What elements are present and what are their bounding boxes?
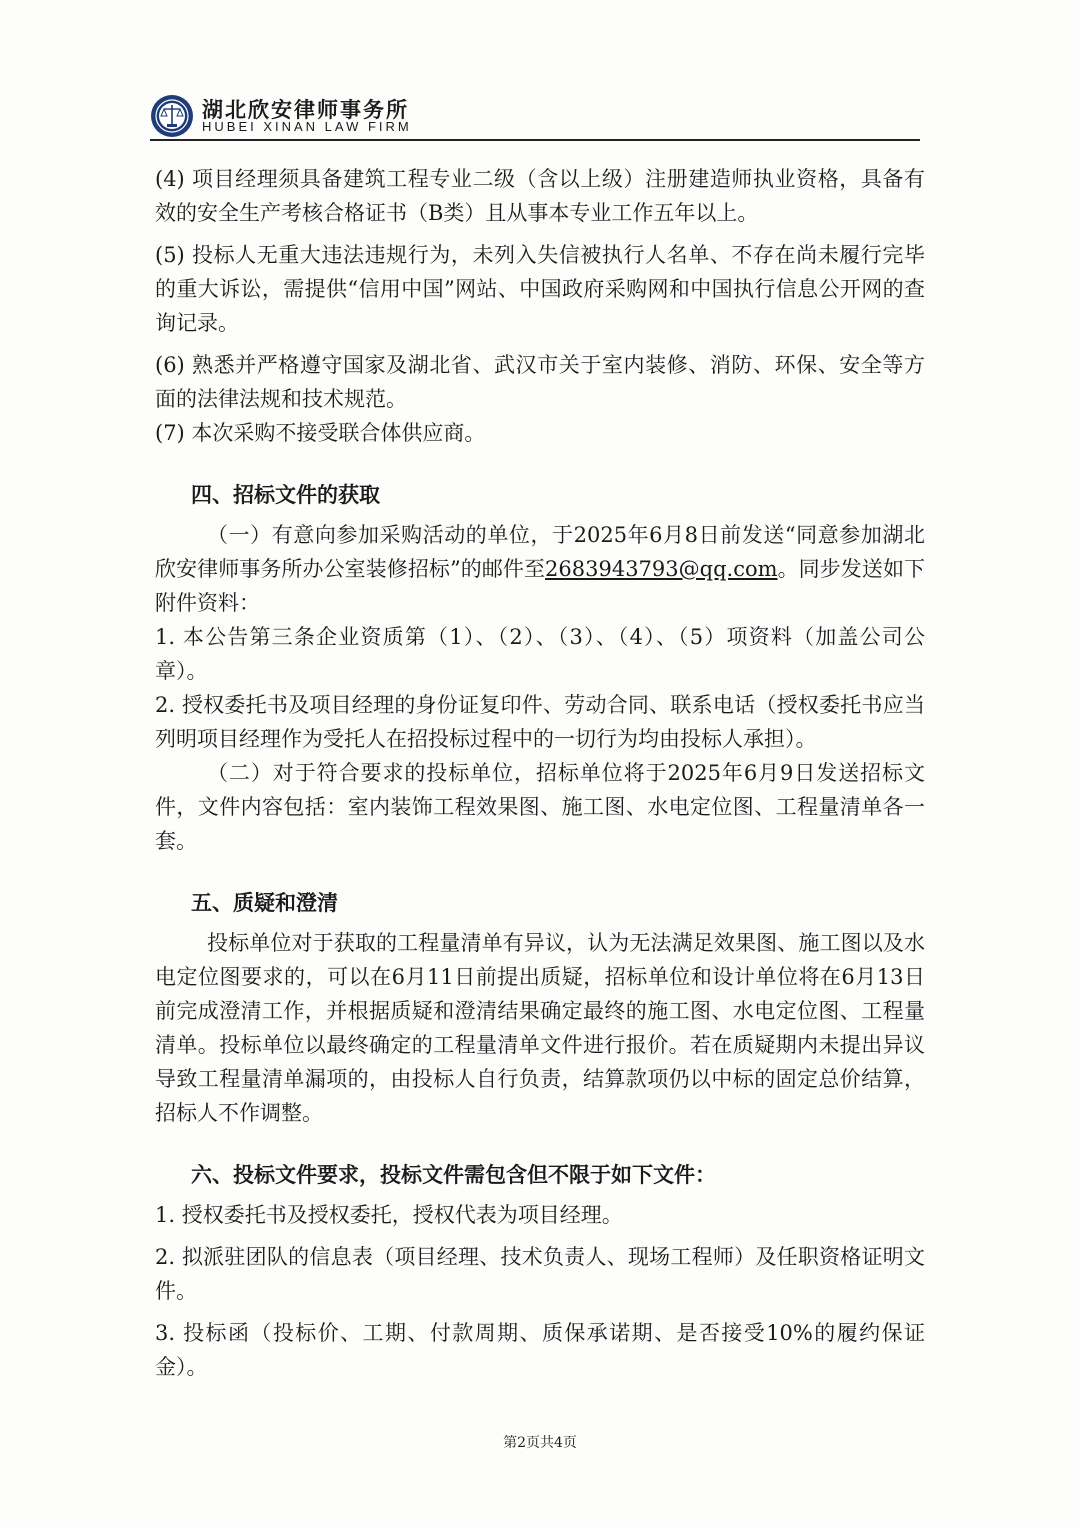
requirement-item: (6) 熟悉并严格遵守国家及湖北省、武汉市关于室内装修、消防、环保、安全等方面的法律法规和技术规范。 [155,353,925,411]
section-heading: 六、投标文件要求，投标文件需包含但不限于如下文件： [191,1162,716,1187]
section5-body: 投标单位对于获取的工程量清单有异议，认为无法满足效果图、施工图以及水电定位图要求的，可以在6月11日前提出质疑，招标单位和设计单位将在6月13日前完成澄清工作，并根据质疑和澄清结果确定最终的施工图、水电定位图、工程量清单。投标单位以最终确定的工程量清单文件进行报价。若在质疑期内未提出异议导致工程量清单漏项的，由投标人自行负责，结算款项仍以中标的固定总价结算，招标人不作调整。 [155,931,925,1125]
list-item: 2. 拟派驻团队的信息表（项目经理、技术负责人、现场工程师）及任职资格证明文件。 [155,1245,925,1303]
section4-paragraph-2: （二）对于符合要求的投标单位，招标单位将于2025年6月9日发送招标文件，文件内容包括：室内装饰工程效果图、施工图、水电定位图、工程量清单各一套。 [155,761,925,853]
paragraph-text: 。同步发送如下附件资料： [155,557,926,615]
requirement-item: (4) 项目经理须具备建筑工程专业二级（含以上级）注册建造师执业资格，具备有效的安全生产考核合格证书（B类）且从事本专业工作五年以上。 [155,167,925,225]
page-number: 第2页共4页 [503,1435,577,1451]
firm-name-cn: 湖北欣安律师事务所 [202,97,409,122]
letterhead [150,92,920,140]
list-item: 2. 授权委托书及项目经理的身份证复印件、劳动合同、联系电话（授权委托书应当列明项目经理作为受托人在招投标过程中的一切行为均由投标人承担）。 [155,693,925,751]
section-heading: 五、质疑和澄清 [191,890,338,915]
requirement-item: (5) 投标人无重大违法违规行为，未列入失信被执行人名单、不存在尚未履行完毕的重大诉讼，需提供“信用中国”网站、中国政府采购网和中国执行信息公开网的查询记录。 [155,243,925,335]
law-firm-logo-icon [150,94,194,138]
list-item: 3. 投标函（投标价、工期、付款周期、质保承诺期、是否接受10%的履约保证金）。 [155,1321,925,1379]
list-item: 1. 授权委托书及授权委托，授权代表为项目经理。 [155,1203,623,1227]
firm-name-en: HUBEI XINAN LAW FIRM [202,119,412,134]
requirement-item: (7) 本次采购不接受联合体供应商。 [155,421,486,445]
paragraph-text: （一）有意向参加采购活动的单位，于2025年6月8日前发送“同意参加湖北欣安律师事务所办公室装修招标”的邮件至 [155,523,925,581]
section4-paragraph-1 [155,518,925,620]
list-item: 1. 本公告第三条企业资质第（1）、（2）、（3）、（4）、（5）项资料（加盖公司公章）。 [155,625,925,683]
header-divider [150,139,920,141]
email-link[interactable]: 2683943793@qq.com [545,557,778,581]
section-heading: 四、招标文件的获取 [191,482,380,507]
document-body [155,162,925,1384]
